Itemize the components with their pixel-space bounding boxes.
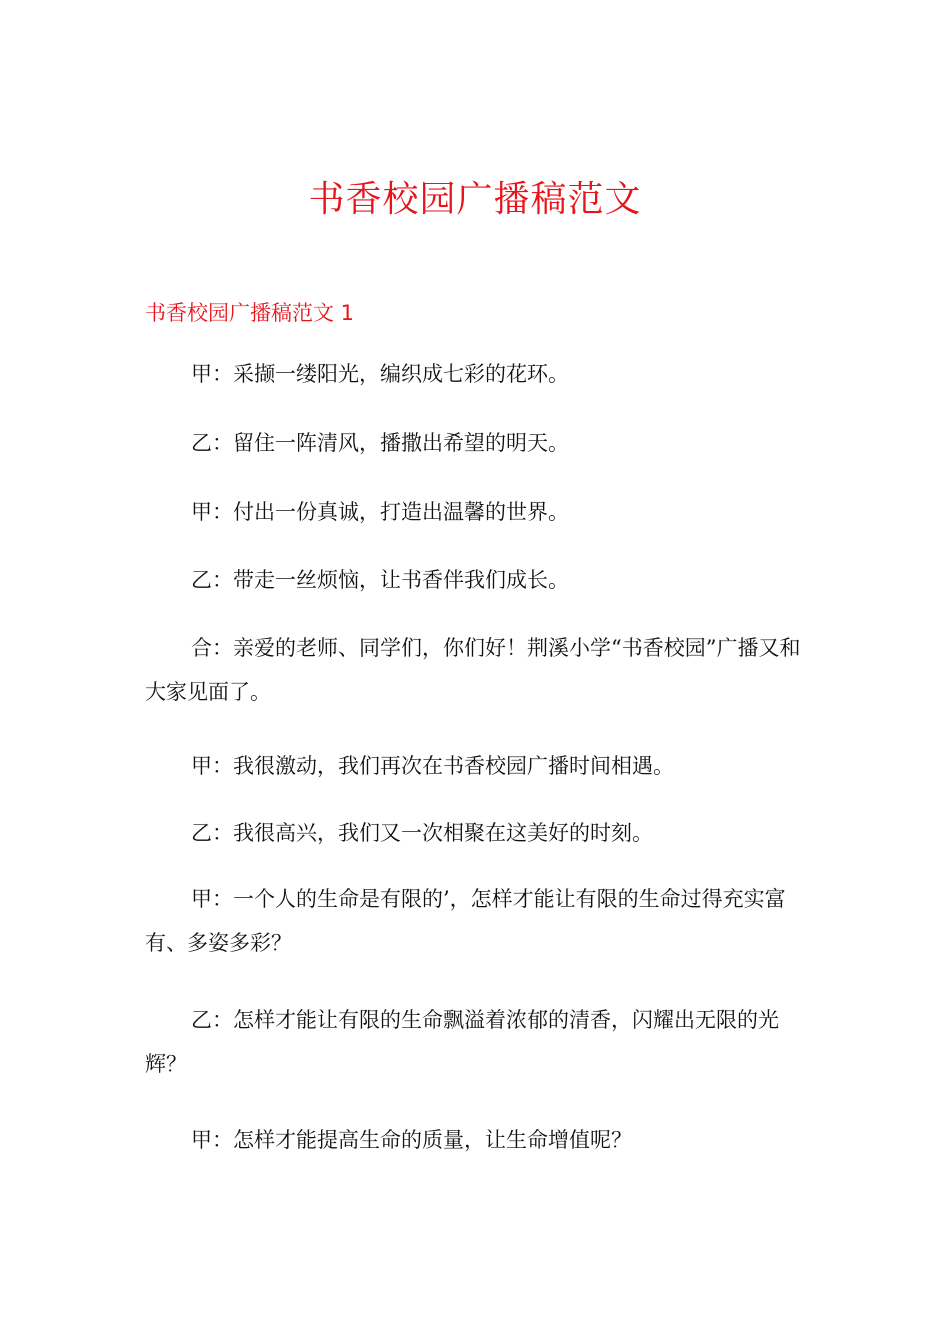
- paragraph-6: 甲：我很激动，我们再次在书香校园广播时间相遇。: [191, 754, 674, 778]
- paragraph-4: 乙：带走一丝烦恼，让书香伴我们成长。: [191, 568, 569, 592]
- paragraph-2: 乙：留住一阵清风，播撒出希望的明天。: [191, 431, 569, 455]
- paragraph-3: 甲：付出一份真诚，打造出温馨的世界。: [191, 500, 569, 524]
- paragraph-7: 乙：我很高兴，我们又一次相聚在这美好的时刻。: [191, 821, 653, 845]
- paragraph-8: 甲：一个人的生命是有限的’，怎样才能让有限的生命过得充实富有、多姿多彩？: [145, 887, 786, 955]
- paragraph-1: 甲：采撷一缕阳光，编织成七彩的花环。: [191, 362, 569, 386]
- document-title: 书香校园广播稿范文: [308, 179, 642, 220]
- section-heading: 书香校园广播稿范文 1: [145, 301, 355, 325]
- paragraph-9: 乙：怎样才能让有限的生命飘溢着浓郁的清香，闪耀出无限的光辉？: [145, 1008, 779, 1076]
- paragraph-5: 合：亲爱的老师、同学们，你们好！荆溪小学“书香校园”广播又和大家见面了。: [145, 636, 801, 704]
- paragraph-10: 甲：怎样才能提高生命的质量，让生命增值呢？: [191, 1128, 632, 1152]
